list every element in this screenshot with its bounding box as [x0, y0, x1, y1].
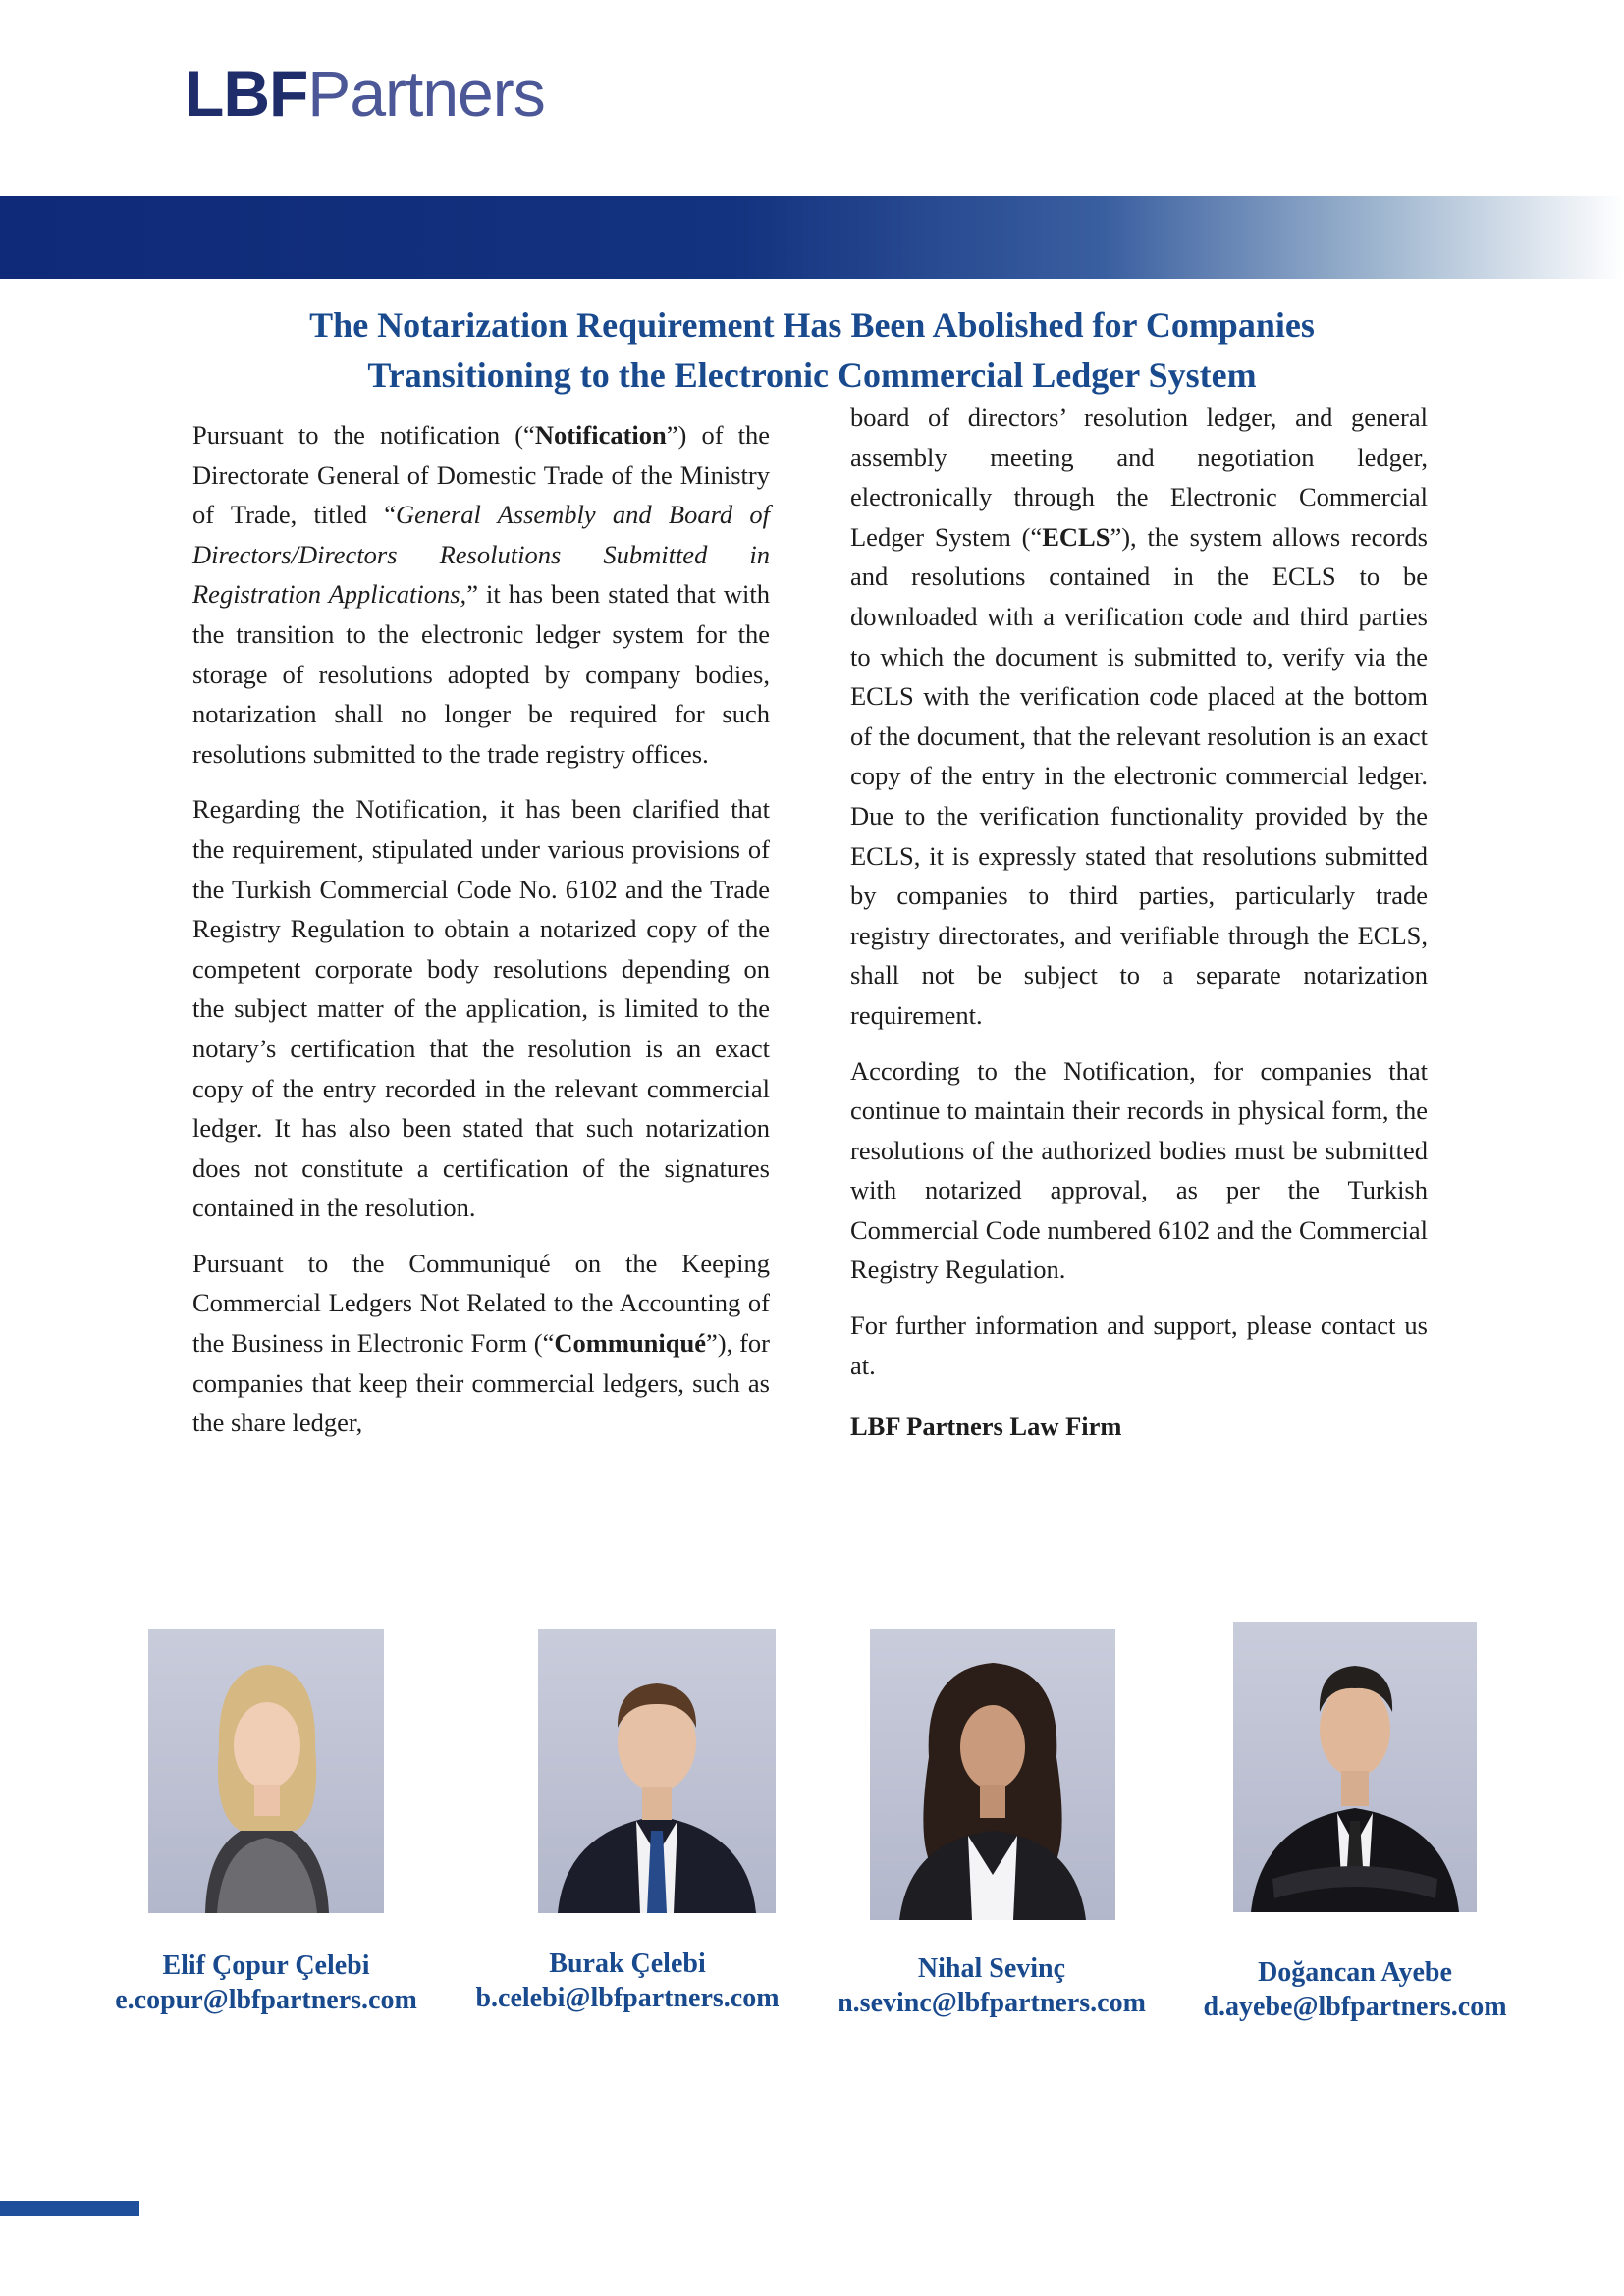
team-member-elif: [80, 1949, 453, 2017]
portrait-photo-nihal: [870, 1629, 1115, 1920]
article-title: [147, 300, 1477, 400]
team-member-name: Elif Çopur Çelebi: [162, 1950, 370, 1981]
portrait-photo-elif: [148, 1629, 384, 1913]
paragraph-contact: For further information and support, please contact us at.: [850, 1310, 1428, 1380]
title-line-1: The Notarization Requirement Has Been Abolished for Companies: [309, 305, 1315, 345]
team-member-dogancan: [1168, 1955, 1542, 2024]
team-member-email[interactable]: b.celebi@lbfpartners.com: [475, 1983, 780, 2013]
firm-signature: LBF Partners Law Firm: [850, 1412, 1122, 1442]
team-member-name: Nihal Sevinç: [917, 1953, 1066, 1984]
team-member-email[interactable]: d.ayebe@lbfpartners.com: [1203, 1992, 1507, 2022]
lbf-partners-logo: [185, 57, 545, 130]
logo-lbf-text: LBF: [185, 57, 308, 130]
team-member-email[interactable]: n.sevinc@lbfpartners.com: [838, 1988, 1146, 2018]
header-banner: [0, 196, 1624, 279]
paragraph-physical-records: According to the Notification, for companies that continue to maintain their records in physical form, the resolutions of the authorized bodies must be submitted with notarized approval, as per the Turkish Commercial Code numbered 6102 and the Commercial Registry Regulation.: [850, 1055, 1428, 1285]
portrait-photo-burak: [538, 1629, 776, 1913]
title-line-2: Transitioning to the Electronic Commercial Ledger System: [367, 355, 1257, 395]
article-left-column: [192, 415, 770, 1459]
team-member-name: Doğancan Ayebe: [1258, 1957, 1452, 1988]
team-member-burak: [441, 1947, 814, 2015]
paragraph-ecls: board of directors’ resolution ledger, and general assembly meeting and negotiation ledger, electronically through the Electronic Commercial Ledger System (“ECLS”), the system allows records and resolutions contained in the ECLS to be downloaded with a verification code and third parties to which the document is submitted to, verify via the ECLS with the verification code placed at the bottom of the document, that the relevant resolution is an exact copy of the entry in the electronic commercial ledger. Due to the verification functionality provided by the ECLS, it is expressly stated that resolutions submitted by companies to third parties, particularly trade registry directorates, and verifiable through the ECLS, shall not be subject to a separate notarization requirement.: [850, 402, 1428, 1030]
paragraph-notarization-scope: Regarding the Notification, it has been clarified that the requirement, stipulated under various provisions of the Turkish Commercial Code No. 6102 and the Trade Registry Regulation to obtain a notarized copy of the competent corporate body resolutions depending on the subject matter of the application, is limited to the notary’s certification that the resolution is an exact copy of the entry recorded in the relevant commercial ledger. It has also been stated that such notarization does not constitute a certification of the signatures contained in the resolution.: [192, 794, 770, 1223]
article-right-column: [850, 398, 1428, 1463]
team-member-email[interactable]: e.copur@lbfpartners.com: [115, 1985, 417, 2015]
team-member-name: Burak Çelebi: [549, 1949, 706, 1979]
paragraph-notification-intro: Pursuant to the notification (“Notification”) of the Directorate General of Domestic Trade of the Ministry of Trade, titled “General Assembly and Board of Directors/Directors Resolutions Submitted in Registration Applications,” it has been stated that with the transition to the electronic ledger system for the storage of resolutions adopted by company bodies, notarization shall no longer be required for such resolutions submitted to the trade registry offices.: [192, 420, 770, 769]
portrait-photo-dogancan: [1233, 1622, 1477, 1912]
logo-partners-text: Partners: [307, 57, 545, 130]
footer-accent-bar: [0, 2201, 139, 2216]
paragraph-communique: Pursuant to the Communiqué on the Keeping Commercial Ledgers Not Related to the Accounting of the Business in Electronic Form (“Communiqué”), for companies that keep their commercial ledgers, such as the share ledger,: [192, 1248, 770, 1438]
team-member-nihal: [800, 1951, 1183, 2020]
